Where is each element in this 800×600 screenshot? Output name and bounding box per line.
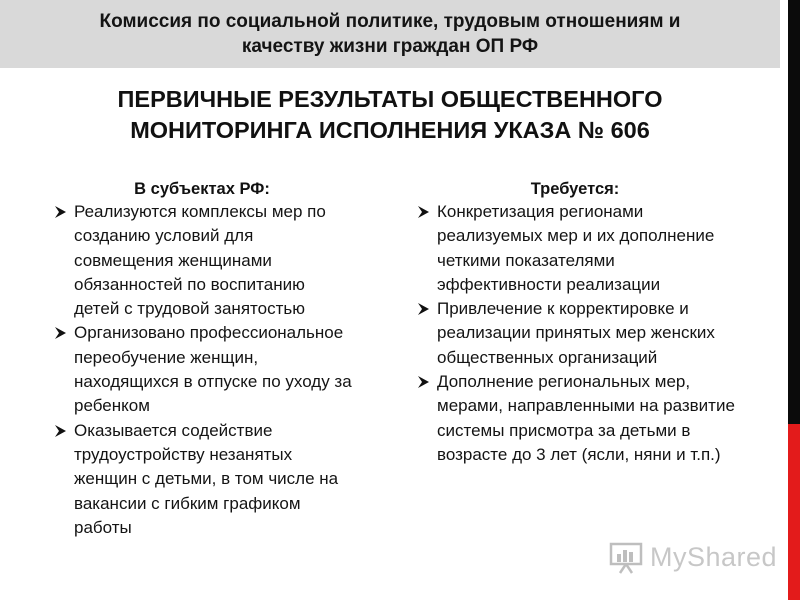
arrow-bullet-icon (54, 205, 67, 219)
presentation-board-icon (608, 540, 648, 574)
list-item (415, 200, 735, 297)
right-bullet-list (415, 200, 735, 467)
slide-title-line1: ПЕРВИЧНЫЕ РЕЗУЛЬТАТЫ ОБЩЕСТВЕННОГО (117, 86, 663, 112)
list-item-text: Реализуются комплексы мер по созданию условий для совмещения женщинами обязанностей по воспитанию детей с трудовой занятостью (74, 202, 326, 319)
commission-title-line2: качеству жизни граждан ОП РФ (241, 36, 539, 57)
list-item-text: Конкретизация регионами реализуемых мер и их дополнение четкими показателями эффективности реализации (437, 202, 715, 294)
commission-title (30, 9, 750, 59)
list-item (415, 370, 735, 467)
header-band (0, 0, 780, 68)
left-column-heading: В субъектах РФ: (134, 180, 270, 198)
arrow-bullet-icon (54, 326, 67, 340)
list-item-text: Дополнение региональных мер, мерами, направленными на развитие системы присмотра за детьми в возрасте до 3 лет (ясли, няни и т.п.) (437, 372, 735, 464)
list-item-text: Привлечение к корректировке и реализации принятых мер женских общественных организаций (437, 299, 715, 367)
list-item (52, 200, 352, 321)
list-item-text: Организовано профессиональное переобучение женщин, находящихся в отпуске по уходу за ребенком (74, 323, 352, 416)
arrow-bullet-icon (54, 424, 67, 438)
right-column-heading: Требуется: (530, 180, 620, 198)
commission-title-line1: Комиссия по социальной политике, трудовым отношениям и (99, 11, 681, 32)
left-bullet-list (52, 200, 352, 540)
arrow-bullet-icon (417, 375, 430, 389)
left-column (52, 178, 352, 540)
arrow-bullet-icon (417, 205, 430, 219)
side-stripe-black (788, 0, 800, 424)
list-item (52, 321, 352, 418)
slide-title (40, 84, 740, 146)
right-column (415, 178, 735, 467)
list-item (415, 297, 735, 370)
watermark (608, 537, 777, 577)
arrow-bullet-icon (417, 302, 430, 316)
watermark-text: MyShared (650, 541, 778, 572)
slide-title-line2: МОНИТОРИНГА ИСПОЛНЕНИЯ УКАЗА № 606 (130, 117, 650, 143)
list-item (52, 419, 352, 540)
list-item-text: Оказывается содействие трудоустройству незанятых женщин с детьми, в том числе на вакансии с гибким графиком работы (74, 420, 339, 537)
side-stripe-red (788, 424, 800, 600)
